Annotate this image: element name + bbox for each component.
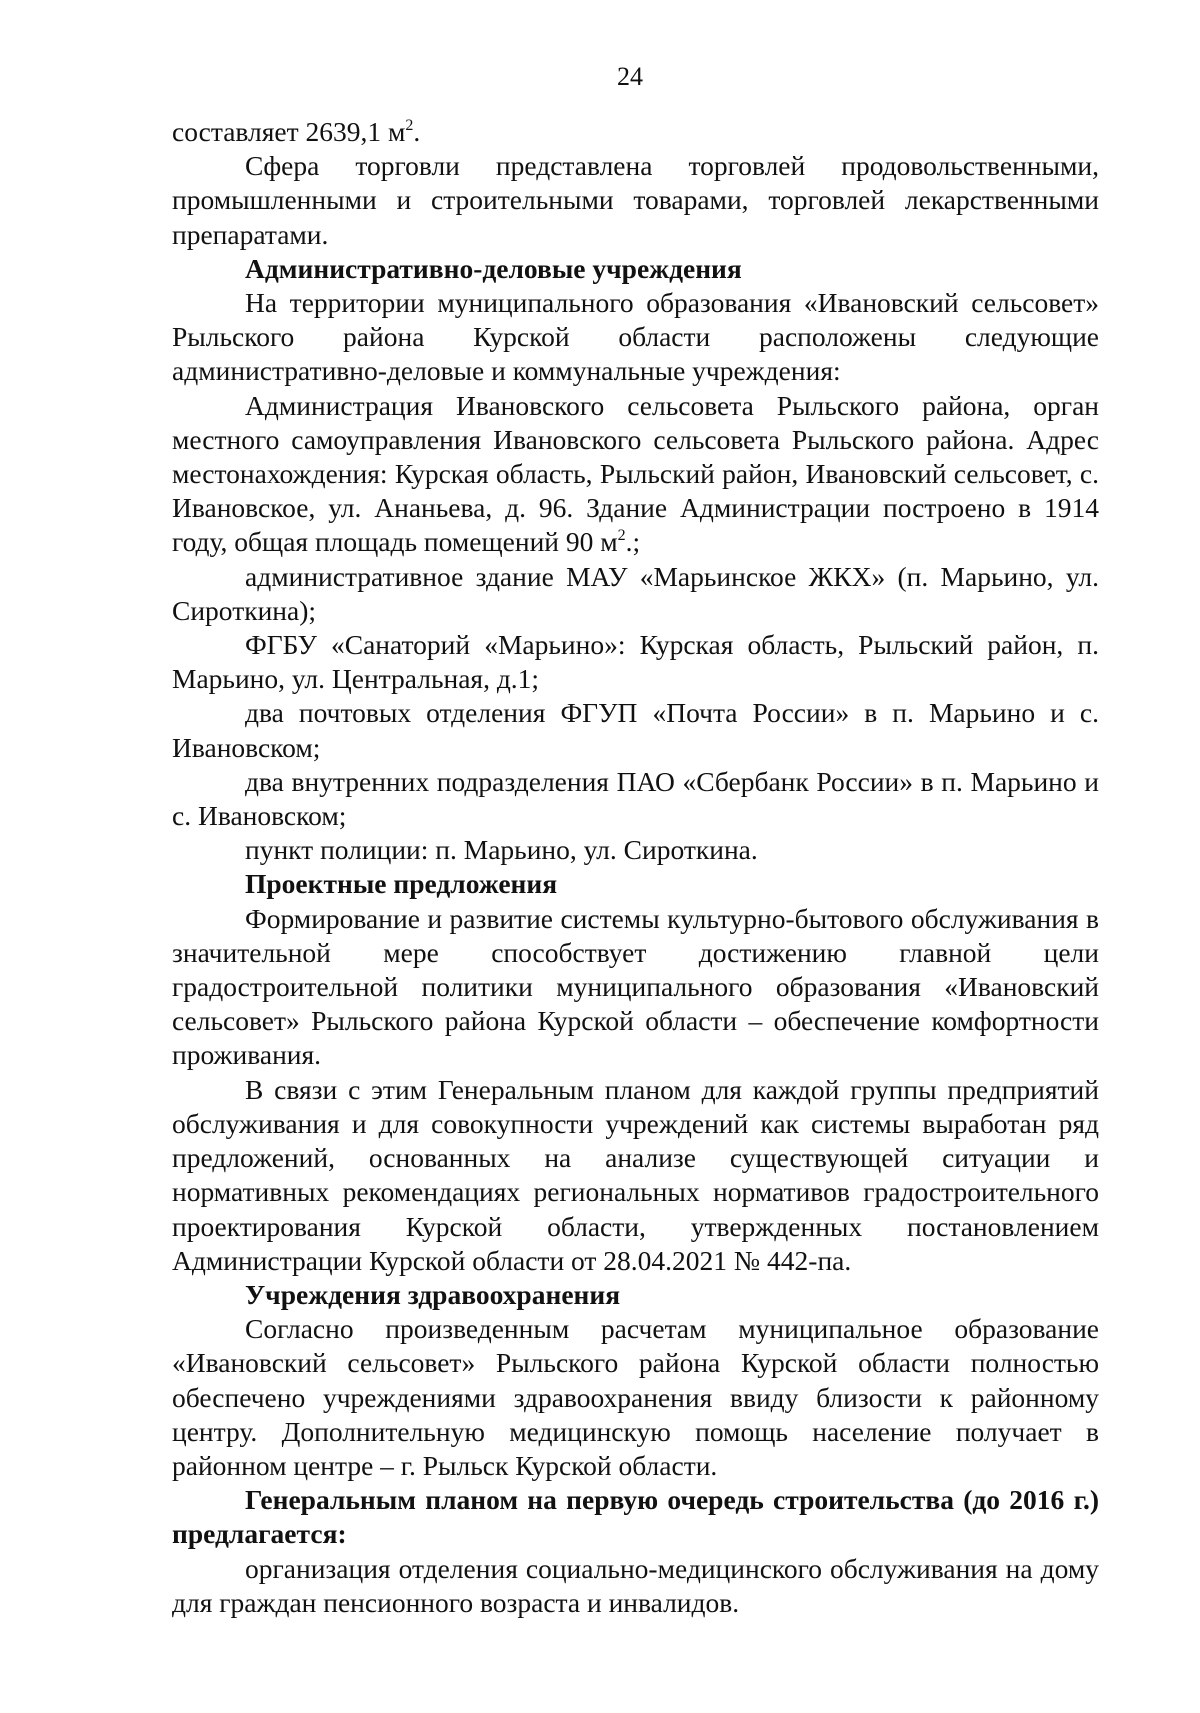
paragraph-formation: Формирование и развитие системы культурно-бытового обслуживания в значительной мере способствует достижению главной цели градостроительной политики муниципального образования «Ивановский сельсовет» Рыльского района Курской области – обеспечение комфортности проживания.: [172, 902, 1099, 1071]
superscript: 2: [617, 527, 626, 545]
section-heading-healthcare: Учреждения здравоохранения: [245, 1278, 621, 1310]
paragraph-territory: На территории муниципального образования «Ивановский сельсовет» Рыльского района Курской области расположены следующие административно-деловые и коммунальные учреждения:: [172, 287, 1099, 387]
section-heading-administrative: Административно-деловые учреждения: [245, 252, 742, 284]
paragraph-social-medical: организация отделения социально-медицинского обслуживания на дому для граждан пенсионного возраста и инвалидов.: [172, 1552, 1099, 1618]
paragraph-area-continuation: [172, 115, 1099, 149]
paragraph-sanatorium: ФГБУ «Санаторий «Марьино»: Курская область, Рыльский район, п. Марьино, ул. Центральная, д.1;: [172, 629, 1099, 695]
paragraph-first-stage-bold: Генеральным планом на первую очередь строительства (до 2016 г.) предлагается:: [172, 1484, 1099, 1550]
paragraph-trade: Сфера торговли представлена торговлей продовольственными, промышленными и строительными товарами, торговлей лекарственными препаратами.: [172, 150, 1099, 250]
page-number: 24: [617, 62, 643, 91]
paragraph-text-end: .;: [625, 526, 641, 558]
paragraph-general-plan: В связи с этим Генеральным планом для каждой группы предприятий обслуживания и для совокупности учреждений как системы выработан ряд предложений, основанных на анализе существующей ситуации и нормативных рекомендациях региональных нормативов градостроительного проектирования Курской области, утвержденных постановлением Администрации Курской области от 28.04.2021 № 442-па.: [172, 1073, 1099, 1276]
paragraph-text: Администрация Ивановского сельсовета Рыльского района, орган местного самоуправления Ивановского сельсовета Рыльского района. Адрес местонахождения: Курская область, Рыльский район, Ивановский сельсовет, с. Ивановское, ул. Ананьева, д. 96. Здание Администрации построено в 1914 году, общая площадь помещений 90 м: [172, 389, 1099, 558]
paragraph-post-offices: два почтовых отделения ФГУП «Почта России» в п. Марьино и с. Ивановском;: [172, 697, 1099, 763]
paragraph-mau-building: административное здание МАУ «Марьинское ЖКХ» (п. Марьино, ул. Сироткина);: [172, 560, 1099, 626]
section-heading-proposals: Проектные предложения: [245, 868, 558, 900]
document-body: [172, 115, 1099, 1620]
paragraph-healthcare-calc: Согласно произведенным расчетам муниципальное образование «Ивановский сельсовет» Рыльского района Курской области полностью обеспечено учреждениями здравоохранения ввиду близости к районному центру. Дополнительную медицинскую помощь население получает в районном центре – г. Рыльск Курской области.: [172, 1313, 1099, 1481]
paragraph-text-end: .: [413, 116, 421, 147]
paragraph-sberbank: два внутренних подразделения ПАО «Сбербанк России» в п. Марьино и с. Ивановском;: [172, 765, 1099, 832]
paragraph-text: составляет 2639,1 м: [172, 116, 406, 147]
paragraph-police: пункт полиции: п. Марьино, ул. Сироткина.: [245, 834, 758, 866]
superscript: 2: [405, 117, 414, 134]
paragraph-administration: [172, 389, 1099, 560]
